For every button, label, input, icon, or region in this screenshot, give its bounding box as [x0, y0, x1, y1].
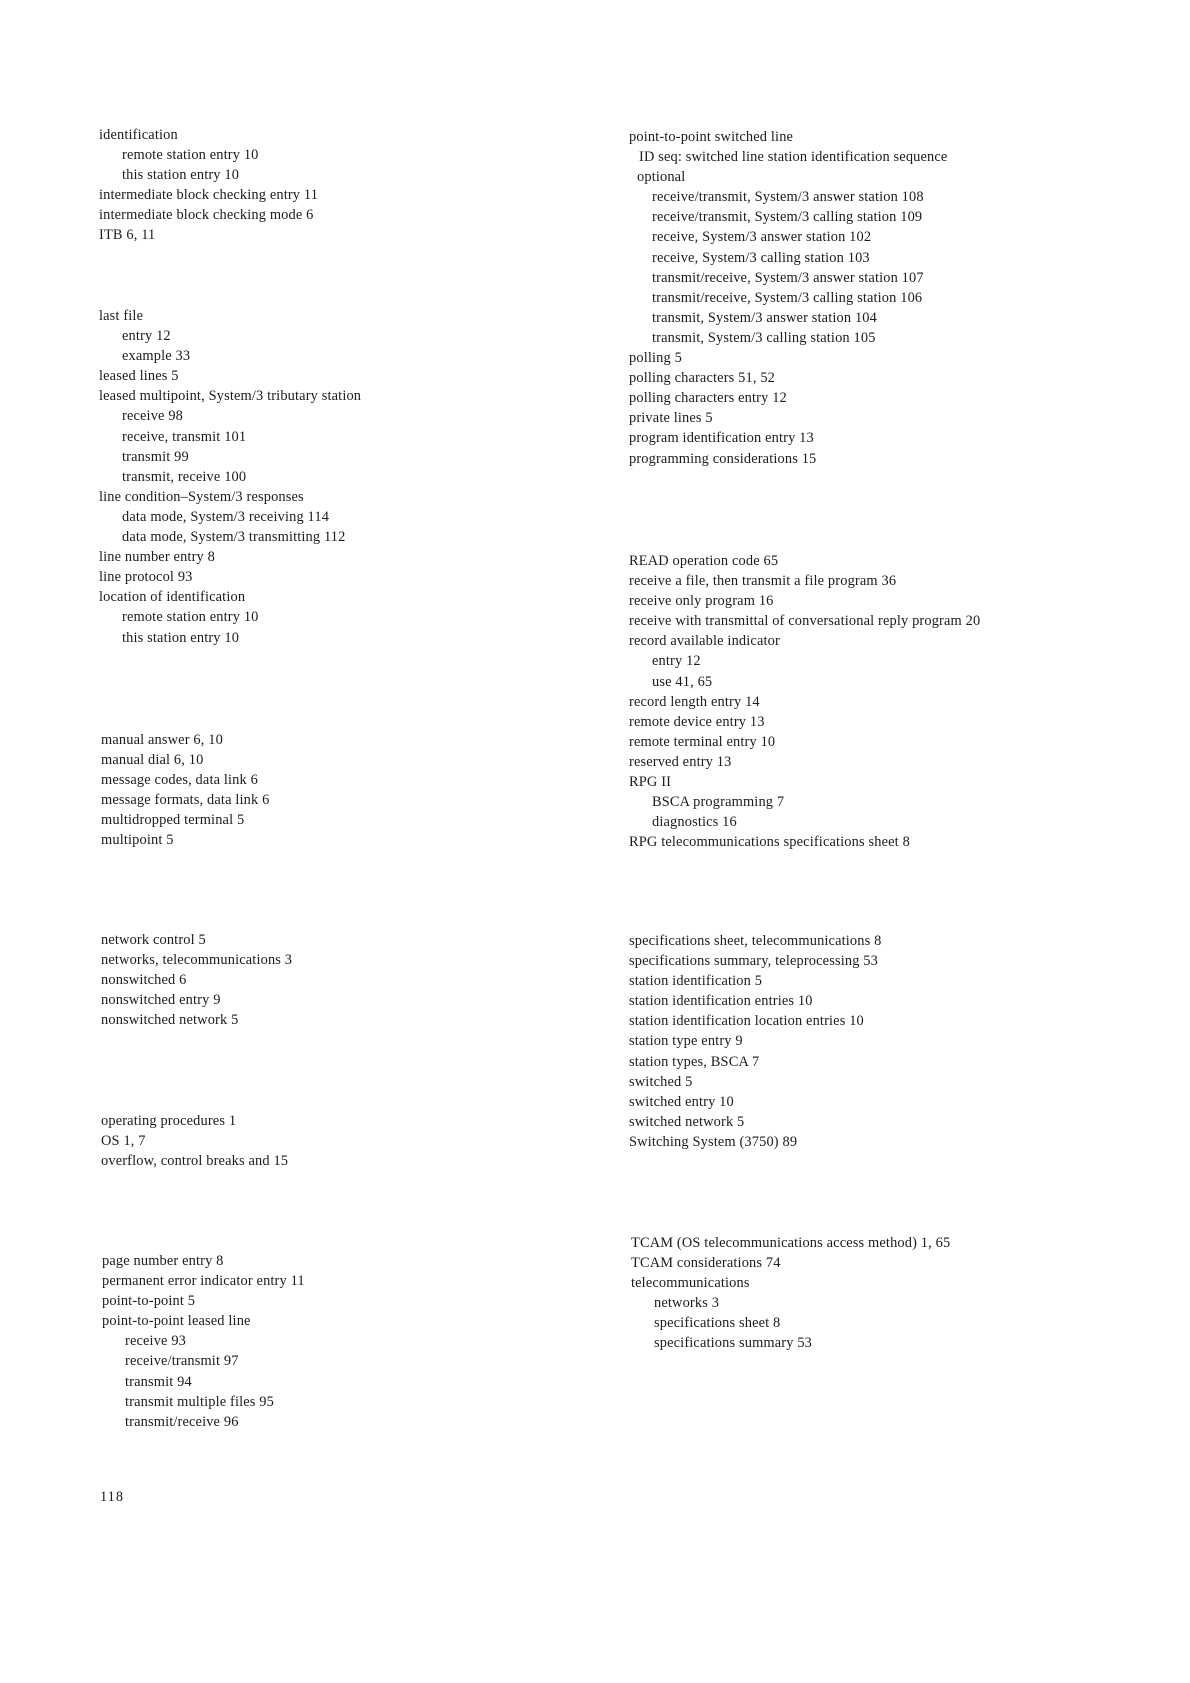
index-entry: permanent error indicator entry 11: [102, 1273, 305, 1290]
index-entry: line number entry 8: [99, 549, 215, 566]
index-group-n: [101, 930, 292, 1030]
index-entry: nonswitched 6: [101, 972, 187, 989]
page-number: 118: [100, 1489, 125, 1505]
index-entry: READ operation code 65: [629, 553, 779, 569]
index-entry: Switching System (3750) 89: [629, 1133, 798, 1150]
index-entry: station identification location entries 10: [629, 1013, 864, 1030]
index-subentry: transmit, System/3 calling station 105: [652, 329, 876, 346]
index-entry: manual answer 6, 10: [101, 732, 223, 748]
index-subentry: BSCA programming 7: [652, 794, 785, 811]
index-group-i: [99, 125, 318, 246]
index-entry: RPG telecommunications specifications sheet 8: [629, 834, 910, 851]
index-entry: OS 1, 7: [101, 1133, 146, 1150]
index-subentry: receive/transmit 97: [125, 1353, 239, 1370]
index-entry: point-to-point 5: [102, 1293, 196, 1310]
index-entry: switched entry 10: [629, 1093, 734, 1110]
index-group-o: [101, 1111, 288, 1171]
index-entry: receive only program 16: [629, 593, 774, 610]
index-subentry: data mode, System/3 receiving 114: [122, 508, 330, 525]
index-entry: multidropped terminal 5: [101, 812, 245, 829]
index-entry: manual dial 6, 10: [101, 752, 204, 769]
index-entry: TCAM (OS telecommunications access method) 1, 65: [631, 1235, 951, 1251]
index-entry: remote terminal entry 10: [629, 733, 776, 750]
index-subentry: transmit 99: [122, 448, 189, 465]
index-subentry: transmit multiple files 95: [125, 1393, 274, 1410]
index-entry: leased multipoint, System/3 tributary station: [99, 388, 362, 405]
index-entry: station type entry 9: [629, 1033, 743, 1050]
index-entry: station types, BSCA 7: [629, 1053, 760, 1070]
index-entry: switched network 5: [629, 1113, 745, 1130]
index-subentry: specifications sheet 8: [654, 1315, 781, 1332]
index-entry: polling characters 51, 52: [629, 370, 776, 387]
index-subentry: receive 93: [125, 1333, 187, 1350]
index-entry: message codes, data link 6: [101, 772, 258, 789]
index-entry: location of identification: [99, 589, 246, 606]
index-entry: specifications sheet, telecommunications 8: [629, 933, 882, 949]
index-subentry: receive, transmit 101: [122, 428, 247, 445]
index-entry: nonswitched entry 9: [101, 992, 221, 1009]
index-subentry: transmit/receive 96: [125, 1413, 239, 1430]
index-group-r: [629, 551, 980, 852]
index-entry: polling 5: [629, 350, 682, 367]
index-subentry: transmit 94: [125, 1373, 192, 1390]
index-subentry: diagnostics 16: [652, 814, 737, 831]
index-entry: intermediate block checking mode 6: [99, 207, 314, 224]
index-subentry: transmit/receive, System/3 answer station 107: [652, 269, 924, 286]
index-entry: multipoint 5: [101, 832, 174, 849]
index-entry: TCAM considerations 74: [631, 1255, 781, 1272]
index-subentry: example 33: [122, 348, 191, 365]
index-subentry: entry 12: [652, 653, 701, 670]
index-entry: last file: [99, 308, 144, 324]
index-entry: specifications summary, teleprocessing 53: [629, 953, 878, 970]
index-subentry: remote station entry 10: [122, 609, 259, 626]
index-group-s: [629, 931, 881, 1152]
index-entry: switched 5: [629, 1073, 693, 1090]
index-entry: record available indicator: [629, 633, 780, 650]
index-subentry: transmit/receive, System/3 calling station 106: [652, 289, 923, 306]
index-group-p-continued: [629, 127, 947, 469]
index-subentry: specifications summary 53: [654, 1335, 813, 1352]
index-subentry: networks 3: [654, 1295, 720, 1312]
index-entry: reserved entry 13: [629, 753, 732, 770]
index-group-t: [631, 1233, 950, 1354]
index-entry: leased lines 5: [99, 368, 179, 385]
index-entry: program identification entry 13: [629, 430, 814, 447]
index-entry: network control 5: [101, 932, 206, 948]
index-subentry: entry 12: [122, 328, 171, 345]
index-subentry: receive, System/3 answer station 102: [652, 229, 872, 246]
index-group-m: [101, 730, 269, 851]
index-entry: ITB 6, 11: [99, 227, 156, 244]
index-entry: optional: [637, 169, 686, 186]
index-entry: overflow, control breaks and 15: [101, 1153, 289, 1170]
index-entry: page number entry 8: [102, 1253, 224, 1269]
index-subentry: transmit, System/3 answer station 104: [652, 309, 877, 326]
index-entry: point-to-point leased line: [102, 1313, 251, 1330]
index-entry: line condition–System/3 responses: [99, 488, 304, 505]
index-subentry: data mode, System/3 transmitting 112: [122, 529, 346, 546]
index-entry: ID seq: switched line station identification sequence: [639, 149, 948, 166]
index-subentry: use 41, 65: [652, 673, 713, 690]
index-entry: intermediate block checking entry 11: [99, 187, 319, 204]
index-entry: networks, telecommunications 3: [101, 952, 293, 969]
index-subentry: remote station entry 10: [122, 147, 259, 164]
index-entry: polling characters entry 12: [629, 390, 787, 407]
index-subentry: receive/transmit, System/3 answer station 108: [652, 189, 924, 206]
index-entry: programming considerations 15: [629, 450, 817, 467]
index-entry: station identification entries 10: [629, 993, 813, 1010]
index-entry: message formats, data link 6: [101, 792, 270, 809]
index-group-l: [99, 306, 361, 648]
index-subentry: receive/transmit, System/3 calling station 109: [652, 209, 923, 226]
index-group-p: [102, 1251, 305, 1432]
index-entry: nonswitched network 5: [101, 1012, 239, 1029]
index-entry: receive with transmittal of conversational reply program 20: [629, 613, 981, 630]
index-entry: operating procedures 1: [101, 1113, 237, 1129]
index-entry: private lines 5: [629, 410, 713, 427]
index-entry: station identification 5: [629, 973, 763, 990]
index-entry: line protocol 93: [99, 569, 193, 586]
index-entry: point-to-point switched line: [629, 129, 794, 145]
index-entry: receive a file, then transmit a file program 36: [629, 573, 897, 590]
index-subentry: receive, System/3 calling station 103: [652, 249, 870, 266]
index-entry: identification: [99, 127, 178, 143]
index-entry: RPG II: [629, 774, 672, 791]
index-subentry: transmit, receive 100: [122, 468, 247, 485]
index-subentry: this station entry 10: [122, 167, 240, 184]
index-subentry: receive 98: [122, 408, 184, 425]
index-subentry: this station entry 10: [122, 629, 240, 646]
index-entry: remote device entry 13: [629, 713, 765, 730]
index-entry: telecommunications: [631, 1275, 750, 1292]
index-entry: record length entry 14: [629, 693, 760, 710]
